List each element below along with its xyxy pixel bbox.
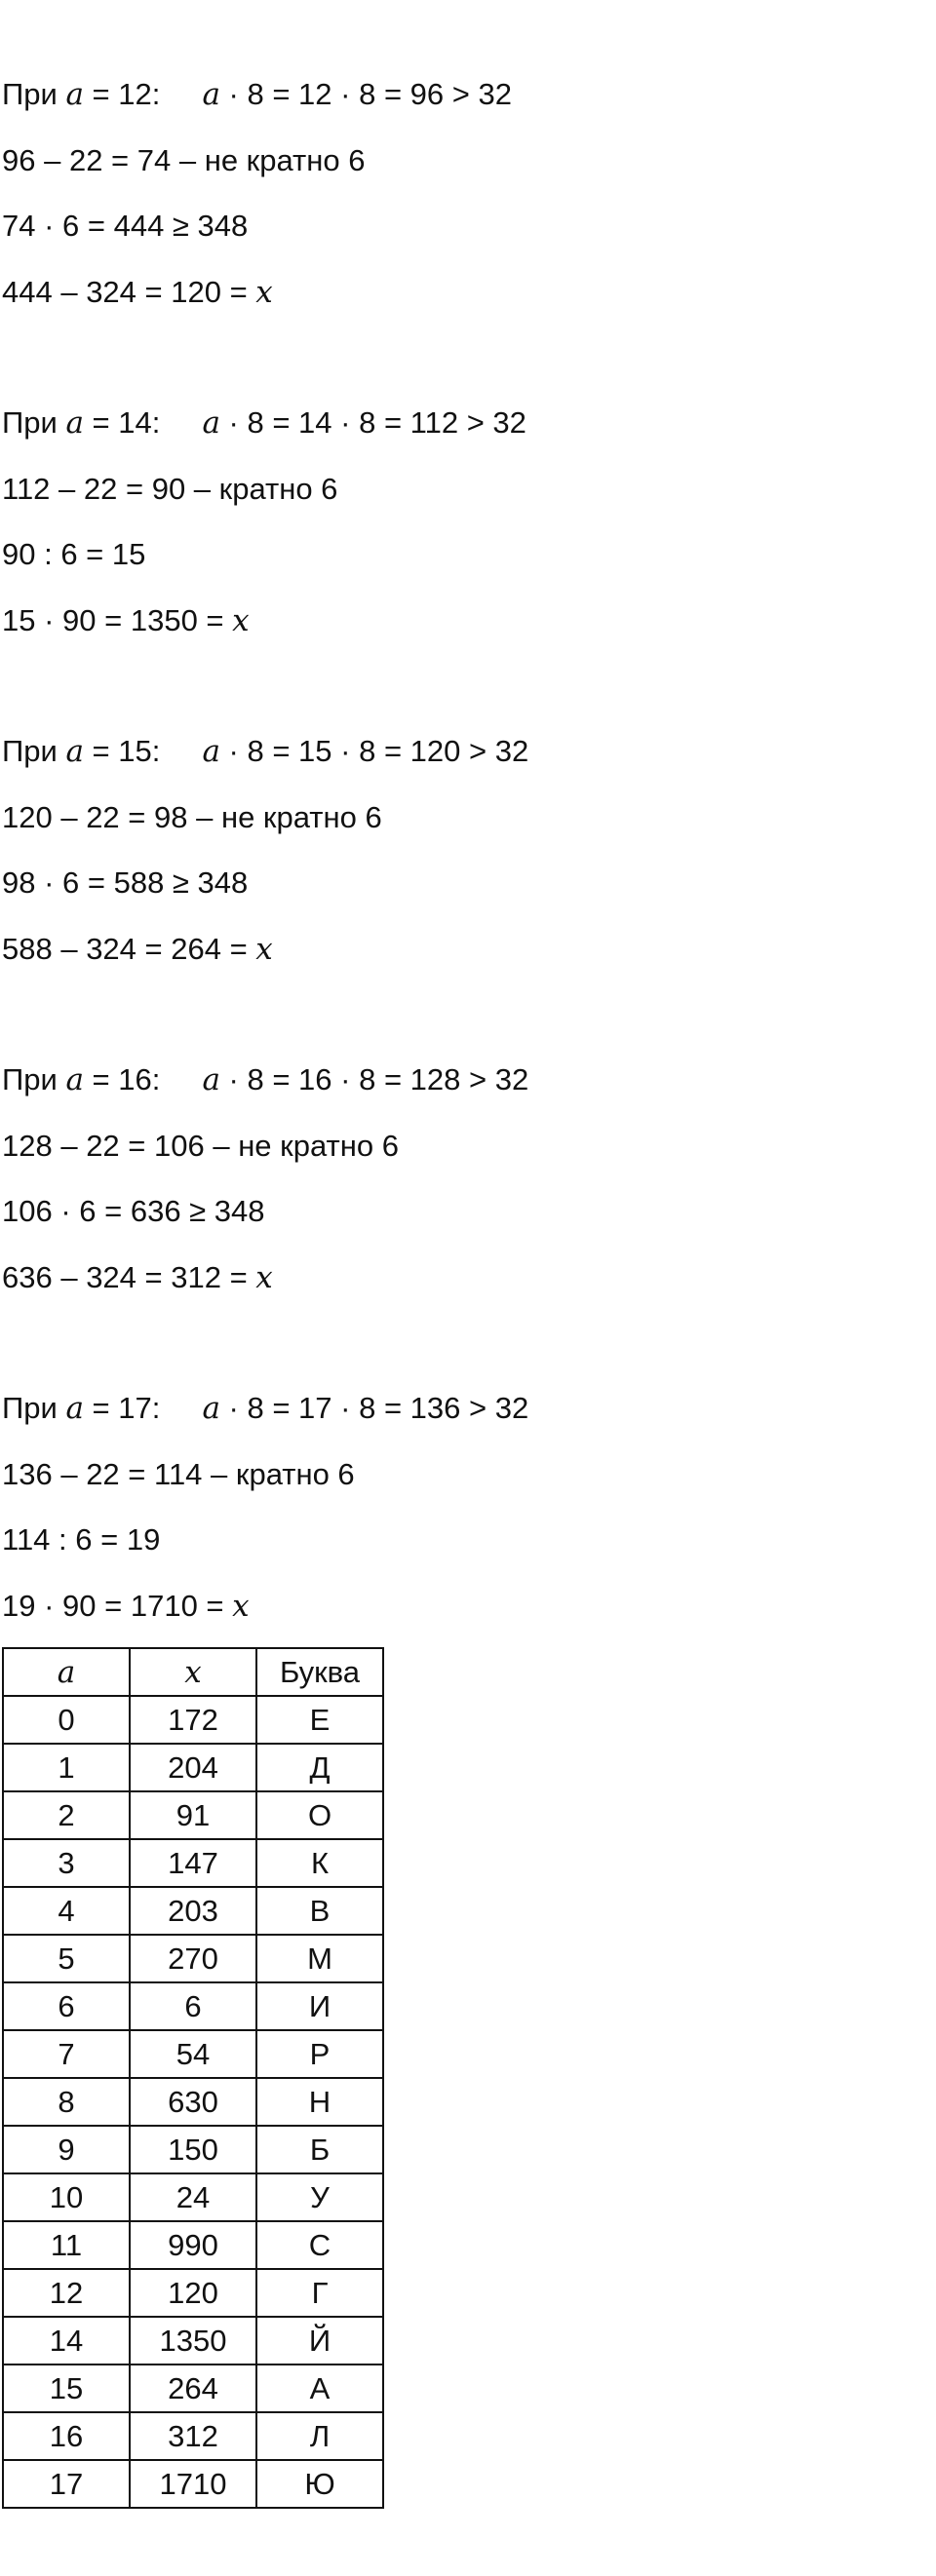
calculation-text: 106 · 6 = 636 ≥ 348: [2, 1194, 265, 1228]
calculation-line: [2, 535, 145, 574]
case-value: = 14:: [83, 405, 161, 440]
cell-x: 24: [130, 2173, 256, 2221]
calculation-line: [2, 1127, 399, 1166]
cell-a: 4: [3, 1887, 130, 1935]
table-row: [3, 1791, 383, 1839]
cell-letter: К: [256, 1839, 383, 1887]
case-product: · 8 = 12 · 8 = 96 > 32: [219, 77, 512, 111]
cell-x: 1710: [130, 2460, 256, 2508]
case-heading: [2, 75, 512, 114]
calculation-line: [2, 207, 248, 246]
case-prefix: При: [2, 405, 66, 440]
cell-letter: В: [256, 1887, 383, 1935]
cell-a: 16: [3, 2412, 130, 2460]
variable-x: x: [255, 1259, 273, 1295]
cell-a: 12: [3, 2269, 130, 2317]
table-row: [3, 1839, 383, 1887]
cell-a: 7: [3, 2030, 130, 2078]
case-heading: [2, 732, 528, 771]
calculation-line: [2, 141, 365, 180]
cell-x: 630: [130, 2078, 256, 2126]
case-prefix: При: [2, 77, 66, 111]
cell-x: 54: [130, 2030, 256, 2078]
cell-a: 15: [3, 2365, 130, 2412]
cell-a: 6: [3, 1982, 130, 2030]
variable-a: a: [65, 405, 84, 441]
case-product: · 8 = 16 · 8 = 128 > 32: [219, 1062, 529, 1096]
cell-x: 204: [130, 1744, 256, 1791]
table-row: [3, 1696, 383, 1744]
cell-letter: Е: [256, 1696, 383, 1744]
table-row: [3, 2030, 383, 2078]
calculation-line: [2, 273, 273, 312]
cell-a: 5: [3, 1935, 130, 1982]
table-row: [3, 2365, 383, 2412]
calculation-text: 19 · 90 = 1710 =: [2, 1588, 233, 1623]
cell-letter: О: [256, 1791, 383, 1839]
cell-x: 147: [130, 1839, 256, 1887]
calculation-text: 120 – 22 = 98 – не кратно 6: [2, 799, 382, 834]
table-row: [3, 2412, 383, 2460]
cell-x: 150: [130, 2126, 256, 2173]
case-value: = 17:: [83, 1391, 161, 1425]
cell-letter: Н: [256, 2078, 383, 2126]
variable-x: x: [255, 931, 273, 967]
cell-x: 312: [130, 2412, 256, 2460]
variable-a: a: [65, 77, 84, 112]
variable-x: x: [232, 1588, 250, 1624]
calculation-line: [2, 1455, 355, 1494]
table-row: [3, 1744, 383, 1791]
variable-a: a: [65, 1391, 84, 1426]
column-header-x: x: [130, 1648, 256, 1696]
variable-a: a: [202, 405, 220, 441]
table-row: [3, 2221, 383, 2269]
cell-a: 2: [3, 1791, 130, 1839]
case-heading: [2, 1060, 528, 1099]
cell-a: 0: [3, 1696, 130, 1744]
cell-letter: У: [256, 2173, 383, 2221]
cell-letter: Д: [256, 1744, 383, 1791]
cell-a: 10: [3, 2173, 130, 2221]
answer-table: [2, 1647, 384, 2509]
calculation-text: 90 : 6 = 15: [2, 537, 146, 571]
cell-x: 6: [130, 1982, 256, 2030]
calculation-line: [2, 1258, 273, 1297]
calculation-line: [2, 470, 337, 509]
cell-letter: Р: [256, 2030, 383, 2078]
table-row: [3, 2173, 383, 2221]
cell-a: 9: [3, 2126, 130, 2173]
variable-x: x: [255, 274, 273, 310]
calculation-text: 128 – 22 = 106 – не кратно 6: [2, 1128, 399, 1163]
calculation-line: [2, 1192, 265, 1231]
calculation-text: 96 – 22 = 74 – не кратно 6: [2, 142, 366, 177]
table-row: [3, 2126, 383, 2173]
case-value: = 15:: [83, 734, 161, 768]
cell-letter: И: [256, 1982, 383, 2030]
case-heading: [2, 404, 526, 442]
cell-x: 172: [130, 1696, 256, 1744]
case-prefix: При: [2, 1391, 66, 1425]
case-gap: [160, 1062, 202, 1096]
variable-a: a: [65, 734, 84, 769]
table-row: [3, 1982, 383, 2030]
variable-a: a: [65, 1062, 84, 1097]
calculation-line: [2, 798, 382, 837]
variable-a: a: [202, 1391, 220, 1426]
calculation-line: [2, 1587, 250, 1626]
calculation-line: [2, 1520, 160, 1559]
cell-x: 120: [130, 2269, 256, 2317]
cell-x: 91: [130, 1791, 256, 1839]
case-value: = 16:: [83, 1062, 161, 1096]
table-row: [3, 1887, 383, 1935]
variable-x: x: [232, 602, 250, 638]
case-prefix: При: [2, 1062, 66, 1096]
cell-x: 990: [130, 2221, 256, 2269]
variable-a: a: [202, 1062, 220, 1097]
calculation-text: 588 – 324 = 264 =: [2, 931, 256, 966]
calculation-text: 98 · 6 = 588 ≥ 348: [2, 865, 249, 900]
cell-a: 14: [3, 2317, 130, 2365]
case-gap: [160, 734, 202, 768]
table-header-row: [3, 1648, 383, 1696]
column-header-a: a: [3, 1648, 130, 1696]
table-body: [3, 1696, 383, 2508]
table-row: [3, 2460, 383, 2508]
case-gap: [160, 405, 202, 440]
cell-x: 270: [130, 1935, 256, 1982]
cell-letter: М: [256, 1935, 383, 1982]
calculation-line: [2, 930, 273, 969]
cell-letter: А: [256, 2365, 383, 2412]
table-row: [3, 1935, 383, 1982]
case-product: · 8 = 15 · 8 = 120 > 32: [219, 734, 529, 768]
cell-a: 1: [3, 1744, 130, 1791]
case-prefix: При: [2, 734, 66, 768]
case-gap: [160, 77, 202, 111]
cell-letter: Б: [256, 2126, 383, 2173]
cell-x: 203: [130, 1887, 256, 1935]
case-value: = 12:: [83, 77, 161, 111]
cell-letter: Ю: [256, 2460, 383, 2508]
cell-a: 17: [3, 2460, 130, 2508]
calculation-text: 15 · 90 = 1350 =: [2, 602, 233, 637]
calculation-line: [2, 864, 248, 903]
cell-a: 3: [3, 1839, 130, 1887]
case-product: · 8 = 14 · 8 = 112 > 32: [219, 405, 526, 440]
table-row: [3, 2317, 383, 2365]
variable-a: a: [202, 734, 220, 769]
case-gap: [160, 1391, 202, 1425]
cell-letter: Л: [256, 2412, 383, 2460]
case-product: · 8 = 17 · 8 = 136 > 32: [219, 1391, 529, 1425]
calculation-text: 136 – 22 = 114 – кратно 6: [2, 1456, 355, 1491]
calculation-text: 74 · 6 = 444 ≥ 348: [2, 209, 249, 243]
case-heading: [2, 1389, 528, 1428]
cell-letter: Й: [256, 2317, 383, 2365]
calculation-text: 114 : 6 = 19: [2, 1522, 161, 1557]
column-header-letter: Буква: [256, 1648, 383, 1696]
calculation-text: 112 – 22 = 90 – кратно 6: [2, 471, 338, 506]
cell-a: 8: [3, 2078, 130, 2126]
cell-x: 1350: [130, 2317, 256, 2365]
cell-x: 264: [130, 2365, 256, 2412]
variable-a: a: [202, 77, 220, 112]
calculation-text: 636 – 324 = 312 =: [2, 1259, 256, 1294]
table-row: [3, 2269, 383, 2317]
cell-a: 11: [3, 2221, 130, 2269]
cell-letter: Г: [256, 2269, 383, 2317]
table-row: [3, 2078, 383, 2126]
calculation-text: 444 – 324 = 120 =: [2, 274, 256, 309]
calculation-line: [2, 601, 250, 640]
cell-letter: С: [256, 2221, 383, 2269]
